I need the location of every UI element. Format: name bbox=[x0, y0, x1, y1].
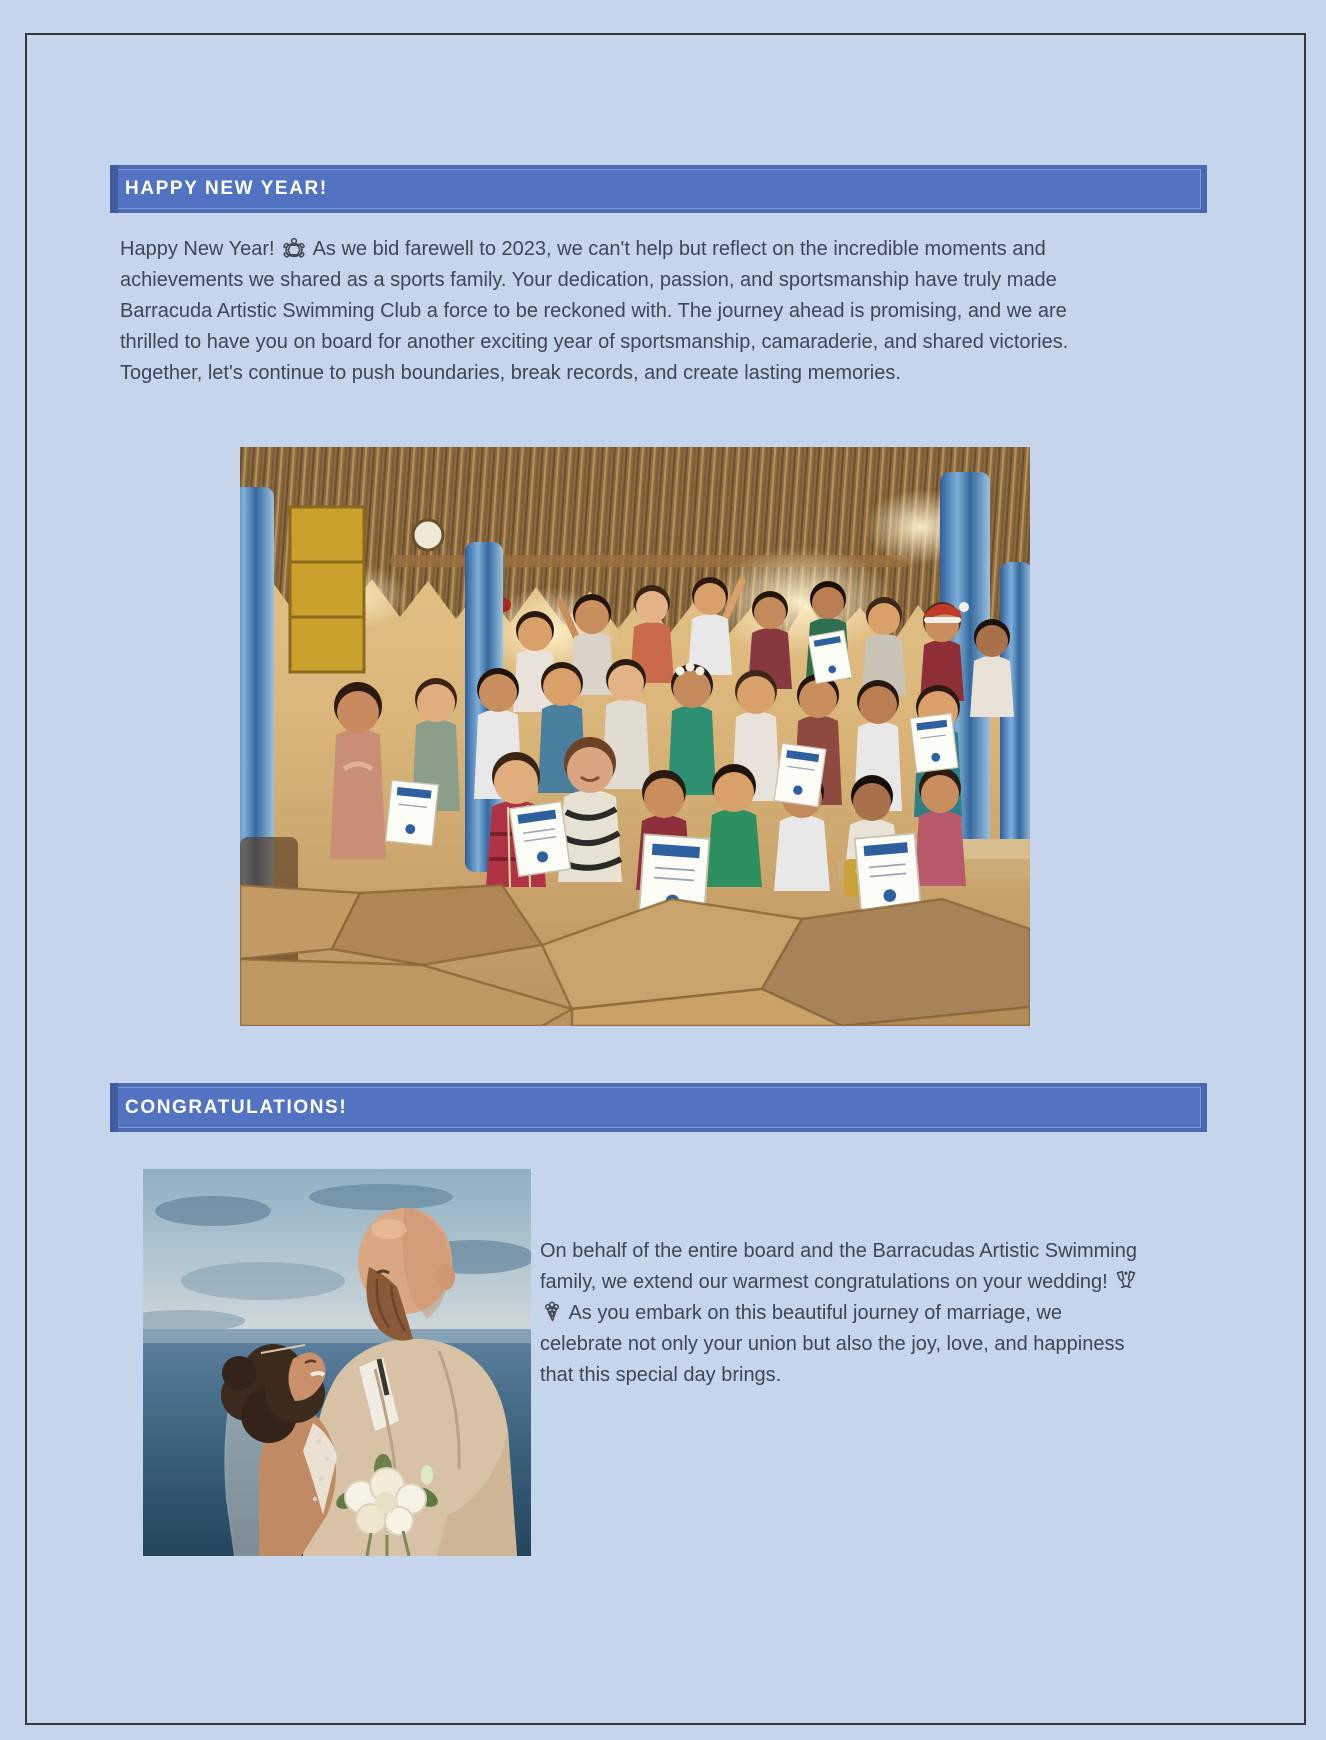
banner-inner bbox=[118, 169, 1201, 209]
happy-new-year-paragraph bbox=[120, 234, 1082, 389]
group-photo bbox=[240, 447, 1030, 1026]
turtle-icon bbox=[282, 237, 306, 259]
bouquet-icon bbox=[542, 1301, 562, 1323]
wedding-photo bbox=[143, 1169, 531, 1556]
paragraph-text: Happy New Year! bbox=[120, 238, 281, 260]
happy-new-year-heading: HAPPY NEW YEAR! bbox=[125, 178, 328, 199]
banner-inner bbox=[118, 1087, 1201, 1128]
clinking-glasses-icon bbox=[1115, 1270, 1137, 1292]
paragraph-text: As we bid farewell to 2023, we can't help but reflect on the incredible moments and achievements we shared as a sports family. Your dedication, passion, and sportsmanship have truly made Barracuda Artistic Swimming Club a force to be reckoned with. The journey ahead is promising, and we are thrilled to have you on board for another exciting year of sportsmanship, camaraderie, and shared victories. Together, let's continue to push boundaries, break records, and create lasting memories. bbox=[120, 238, 1069, 384]
paragraph-text: On behalf of the entire board and the Barracudas Artistic Swimming family, we extend our warmest congratulations on your wedding! bbox=[540, 1240, 1137, 1293]
congratulations-heading: CONGRATULATIONS! bbox=[125, 1096, 348, 1118]
section-header-congratulations bbox=[110, 1083, 1207, 1132]
banner-edge-strip bbox=[110, 1083, 118, 1132]
paragraph-text: As you embark on this beautiful journey of marriage, we celebrate not only your union but also the joy, love, and happiness that this special day brings. bbox=[540, 1302, 1125, 1386]
congratulations-paragraph bbox=[540, 1236, 1146, 1391]
banner-edge-strip bbox=[110, 165, 118, 213]
section-header-happy-new-year bbox=[110, 165, 1207, 213]
